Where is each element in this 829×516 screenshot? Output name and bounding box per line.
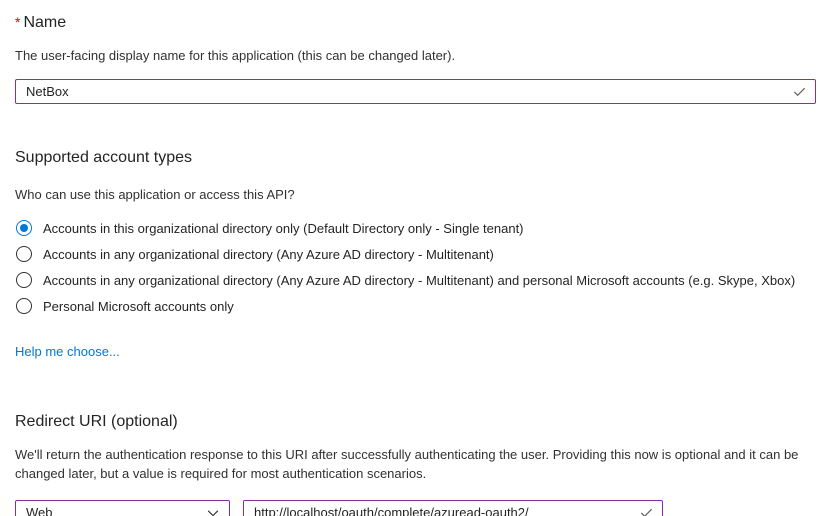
redirect-uri-input-wrapper bbox=[243, 500, 663, 516]
radio-unselected-icon[interactable] bbox=[16, 298, 32, 314]
radio-option-multitenant[interactable] bbox=[15, 241, 816, 267]
redirect-uri-title: Redirect URI (optional) bbox=[15, 413, 178, 430]
radio-option-label: Accounts in any organizational directory (Any Azure AD directory - Multitenant) and personal Microsoft accounts (e.g. Skype, Xbox) bbox=[43, 272, 796, 288]
radio-option-personal-only[interactable] bbox=[15, 293, 816, 319]
required-asterisk: * bbox=[15, 14, 21, 30]
help-me-choose-link[interactable]: Help me choose... bbox=[15, 344, 120, 359]
platform-select-value: Web bbox=[26, 505, 53, 516]
name-input-wrapper bbox=[15, 79, 816, 104]
redirect-uri-controls bbox=[15, 500, 816, 516]
valid-check-icon bbox=[639, 505, 654, 516]
name-section-title bbox=[15, 11, 816, 34]
radio-unselected-icon[interactable] bbox=[16, 272, 32, 288]
redirect-uri-input[interactable] bbox=[244, 501, 639, 516]
radio-option-single-tenant[interactable] bbox=[15, 215, 816, 241]
name-input[interactable] bbox=[16, 80, 792, 103]
radio-option-label: Personal Microsoft accounts only bbox=[43, 298, 234, 314]
name-description: The user-facing display name for this application (this can be changed later). bbox=[15, 48, 456, 63]
name-title-text: Name bbox=[23, 14, 67, 31]
chevron-down-icon bbox=[206, 506, 220, 516]
radio-unselected-icon[interactable] bbox=[16, 246, 32, 262]
redirect-uri-description: We'll return the authentication response to this URI after successfully authenticating the user. Providing this now is optional and it can be changed later, but a value is required for most authentication scenarios. bbox=[15, 447, 799, 481]
radio-option-label: Accounts in any organizational directory (Any Azure AD directory - Multitenant) bbox=[43, 246, 494, 262]
radio-option-label: Accounts in this organizational directory only (Default Directory only - Single tenant) bbox=[43, 220, 524, 236]
account-types-radio-group bbox=[15, 215, 816, 319]
valid-check-icon bbox=[792, 84, 807, 99]
platform-select[interactable] bbox=[15, 500, 230, 516]
account-types-question: Who can use this application or access this API? bbox=[15, 187, 295, 202]
radio-selected-icon[interactable] bbox=[16, 220, 32, 236]
account-types-title: Supported account types bbox=[15, 149, 193, 166]
radio-option-multitenant-personal[interactable] bbox=[15, 267, 816, 293]
